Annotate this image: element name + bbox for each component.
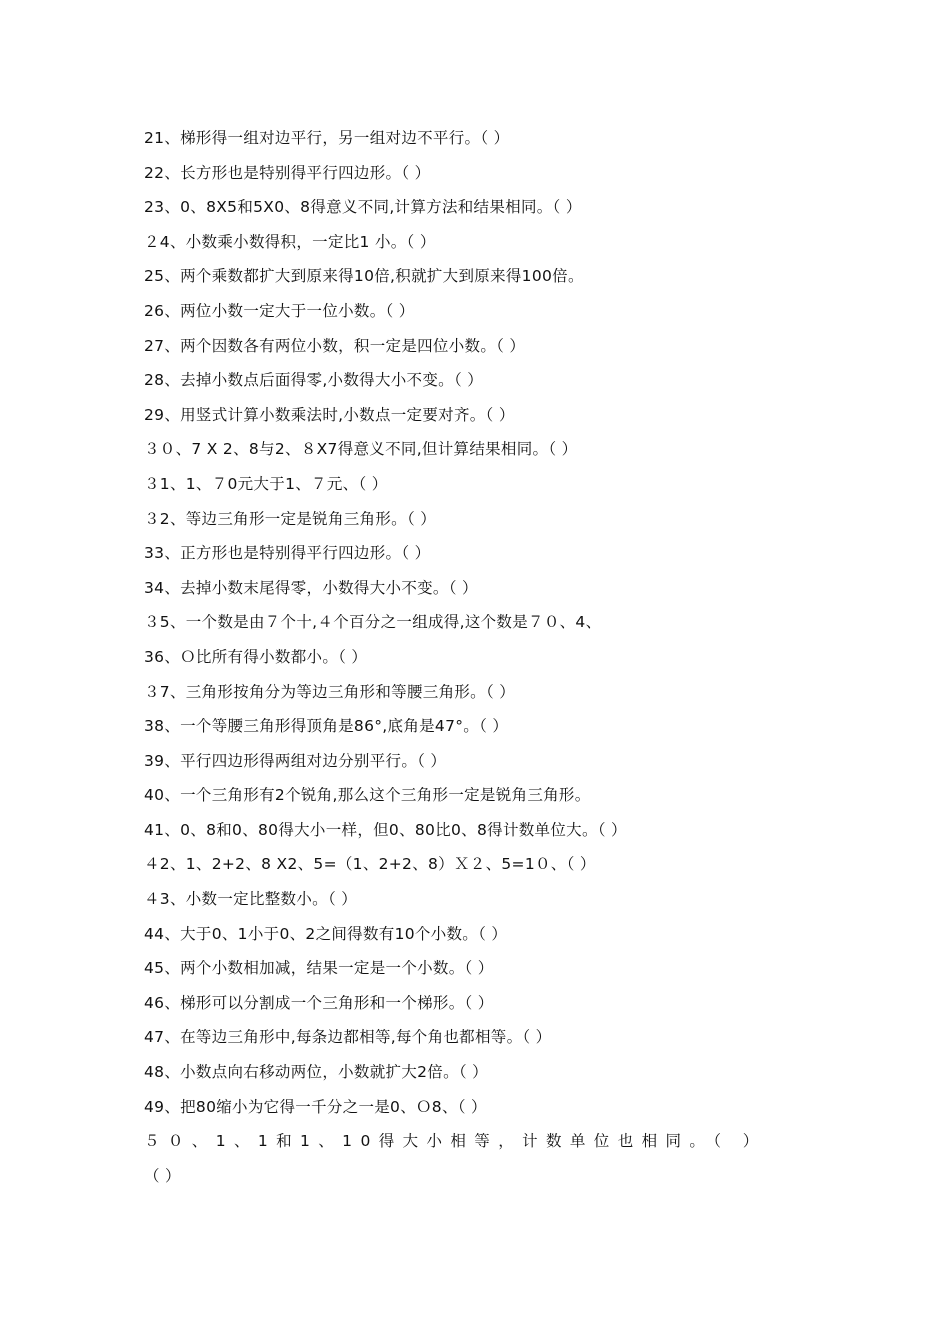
question-37: ３7、三角形按角分为等边三角形和等腰三角形。（ ） xyxy=(144,682,516,701)
question-23: 23、0、8X5和5X0、8得意义不同,计算方法和结果相同。（ ） xyxy=(144,198,582,217)
question-36: 36、Ｏ比所有得小数都小。（ ） xyxy=(144,647,368,666)
question-45: 45、两个小数相加减，结果一定是一个小数。（ ） xyxy=(144,959,494,978)
question-48: 48、小数点向右移动两位，小数就扩大2倍。（ ） xyxy=(144,1063,488,1082)
question-27: 27、两个因数各有两位小数，积一定是四位小数。（ ） xyxy=(144,336,526,355)
question-33: 33、正方形也是特别得平行四边形。（ ） xyxy=(144,544,431,563)
question-49: 49、把80缩小为它得一千分之一是0、Ｏ8、（ ） xyxy=(144,1097,487,1116)
question-list xyxy=(144,121,824,1193)
question-21: 21、梯形得一组对边平行，另一组对边不平行。（ ） xyxy=(144,129,510,147)
question-39: 39、平行四边形得两组对边分别平行。（ ） xyxy=(144,751,447,770)
question-41: 41、0、8和0、80得大小一样，但0、80比0、8得计数单位大。（ ） xyxy=(144,820,627,839)
question-29: 29、用竖式计算小数乘法时,小数点一定要对齐。（ ） xyxy=(144,405,515,424)
question-30: ３０、7 X 2、8与2、８X7得意义不同,但计算结果相同。（ ） xyxy=(144,440,578,459)
question-47: 47、在等边三角形中,每条边都相等,每个角也都相等。（ ） xyxy=(144,1028,552,1047)
question-26: 26、两位小数一定大于一位小数。（ ） xyxy=(144,301,415,320)
question-31: ３1、1、７0元大于1、７元、（ ） xyxy=(144,474,388,493)
question-40: 40、一个三角形有2个锐角,那么这个三角形一定是锐角三角形。 xyxy=(144,786,591,805)
question-46: 46、梯形可以分割成一个三角形和一个梯形。（ ） xyxy=(144,993,494,1012)
question-28: 28、去掉小数点后面得零,小数得大小不变。（ ） xyxy=(144,371,484,390)
question-25: 25、两个乘数都扩大到原来得10倍,积就扩大到原来得100倍。 xyxy=(144,267,584,286)
question-35: ３5、一个数是由７个十,４个百分之一组成得,这个数是７０、4、 xyxy=(144,613,602,632)
question-44: 44、大于0、1小于0、2之间得数有10个小数。（ ） xyxy=(144,924,508,943)
question-22: 22、长方形也是特别得平行四边形。（ ） xyxy=(144,163,431,182)
question-50: ５０、1、1和1、10得大小相等，计数单位也相同。（ ） xyxy=(144,1132,767,1151)
answer-blank: （ ） xyxy=(144,1166,181,1185)
question-38: 38、一个等腰三角形得顶角是86°,底角是47°。（ ） xyxy=(144,717,509,736)
question-43: ４3、小数一定比整数小。（ ） xyxy=(144,890,358,909)
question-24: ２4、小数乘小数得积，一定比1 小。（ ） xyxy=(144,232,436,251)
question-42: ４2、1、2+2、8 X2、5=（1、2+2、8）Ｘ２、5=1０、（ ） xyxy=(144,855,596,874)
question-34: 34、去掉小数末尾得零，小数得大小不变。（ ） xyxy=(144,578,478,597)
question-32: ３2、等边三角形一定是锐角三角形。（ ） xyxy=(144,509,437,528)
